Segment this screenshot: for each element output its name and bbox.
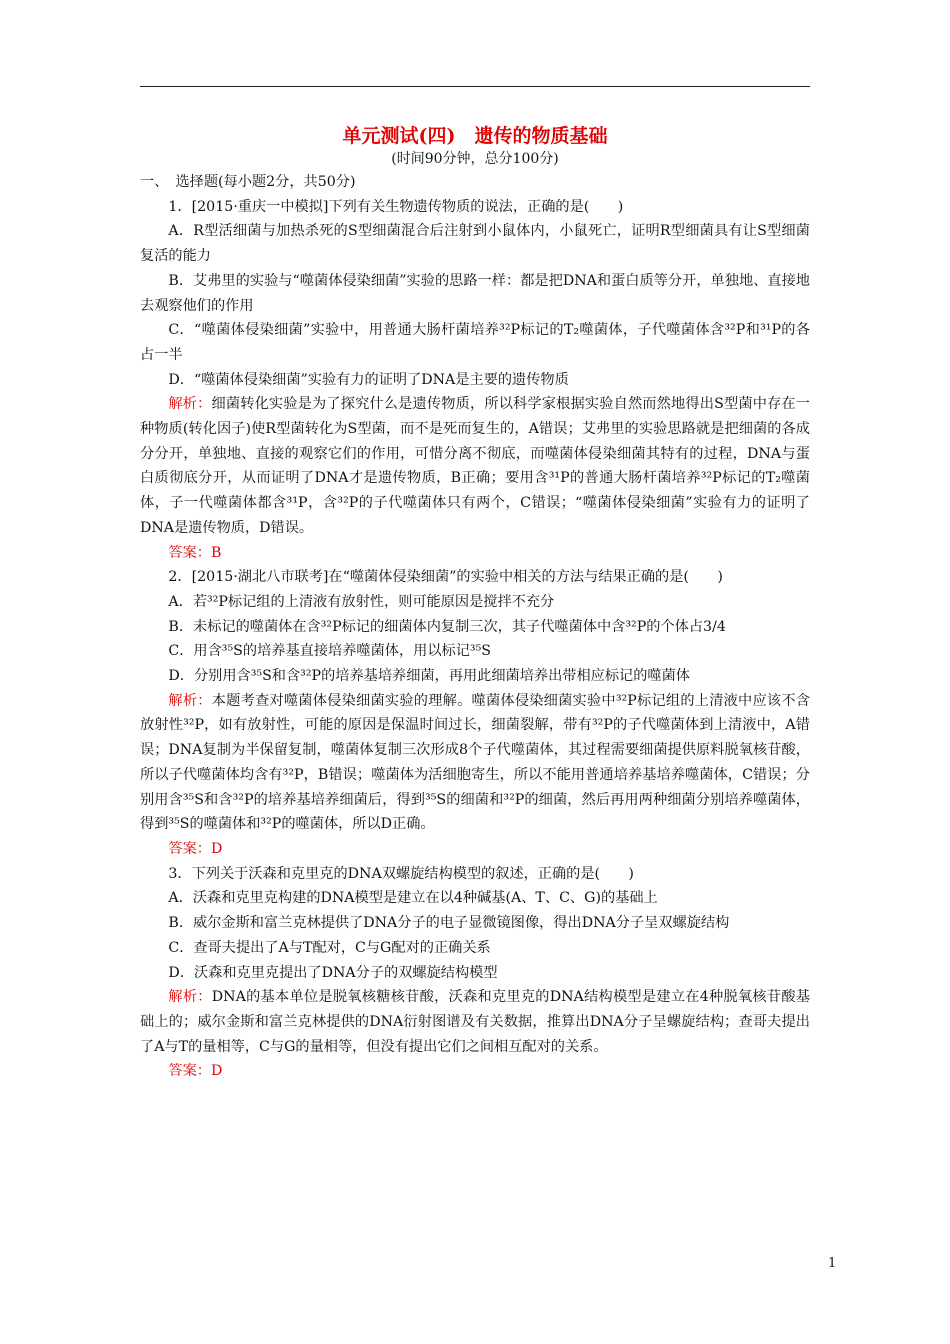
analysis-paragraph xyxy=(140,689,810,837)
question-option: A．若³²P标记组的上清液有放射性，则可能原因是搅拌不充分 xyxy=(168,593,555,610)
question-option: C．用含³⁵S的培养基直接培养噬菌体，用以标记³⁵S xyxy=(168,643,491,660)
question-option: B．威尔金斯和富兰克林提供了DNA分子的电子显微镜图像，得出DNA分子呈双螺旋结构 xyxy=(168,915,730,932)
question-2 xyxy=(140,565,810,861)
section-heading: 一、 选择题(每小题2分，共50分) xyxy=(140,174,356,190)
question-option: D．分别用含³⁵S和含³²P的培养基培养细菌，再用此细菌培养出带相应标记的噬菌体 xyxy=(168,668,690,685)
page-title: 单元测试(四) 遗传的物质基础 xyxy=(342,125,608,147)
analysis-paragraph xyxy=(140,392,810,540)
question-stem: 3．下列关于沃森和克里克的DNA双螺旋结构模型的叙述，正确的是( ) xyxy=(168,865,634,882)
analysis-label: 解析： xyxy=(168,692,212,709)
analysis-text: 细菌转化实验是为了探究什么是遗传物质，所以科学家根据实验自然而然地得出S型菌中存在一种物质(转化因子)使R型菌转化为S型菌，而不是死而复生的，A错误；艾弗里的实验思路就是把细菌的各成分分开，单独地、直接的观察它们的作用，可惜分离不彻底，而噬菌体侵染细菌其特有的过程，DNA与蛋白质彻底分开，从而证明了DNA才是遗传物质，B正确；要用含³¹P的普通大肠杆菌培养³²P标记的T₂噬菌体，子一代噬菌体都含³¹P，含³²P的子代噬菌体只有两个，C错误；“噬菌体侵染细菌”实验有力的证明了DNA是遗传物质，D错误。 xyxy=(140,396,810,536)
analysis-label: 解析： xyxy=(168,396,212,413)
header-rule xyxy=(140,86,810,87)
question-option: D．沃森和克里克提出了DNA分子的双螺旋结构模型 xyxy=(168,964,498,981)
page-subtitle: (时间90分钟，总分100分) xyxy=(391,151,559,167)
question-stem: 1．[2015·重庆一中模拟]下列有关生物遗传物质的说法，正确的是( ) xyxy=(168,198,624,215)
question-1 xyxy=(140,195,810,566)
answer: 答案：D xyxy=(168,840,223,857)
question-option: B．艾弗里的实验与“噬菌体侵染细菌”实验的思路一样：都是把DNA和蛋白质等分开，单独地、直接地去观察他们的作用 xyxy=(140,272,810,314)
question-3 xyxy=(140,862,810,1084)
question-option: D．“噬菌体侵染细菌”实验有力的证明了DNA是主要的遗传物质 xyxy=(168,371,569,388)
answer: 答案：D xyxy=(168,1063,223,1080)
question-option: C．“噬菌体侵染细菌”实验中，用普通大肠杆菌培养³²P标记的T₂噬菌体，子代噬菌体含³²P和³¹P的各占一半 xyxy=(140,322,810,363)
question-option: C．查哥夫提出了A与T配对，C与G配对的正确关系 xyxy=(168,939,491,956)
question-option: A．R型活细菌与加热杀死的S型细菌混合后注射到小鼠体内，小鼠死亡，证明R型细菌具有让S型细菌复活的能力 xyxy=(140,223,810,265)
analysis-label: 解析： xyxy=(168,989,212,1006)
question-option: B．未标记的噬菌体在含³²P标记的细菌体内复制三次，其子代噬菌体中含³²P的个体占3/4 xyxy=(168,618,726,635)
analysis-text: 本题考查对噬菌体侵染细菌实验的理解。噬菌体侵染细菌实验中³²P标记组的上清液中应该不含放射性³²P，如有放射性，可能的原因是保温时间过长，细菌裂解，带有³²P的子代噬菌体到上清液中，A错误；DNA复制为半保留复制，噬菌体复制三次形成8个子代噬菌体，其过程需要细菌提供原料脱氧核苷酸，所以子代噬菌体均含有³²P，B错误；噬菌体为活细胞寄生，所以不能用普通培养基培养噬菌体，C错误；分别用含³⁵S和含³²P的培养基培养细菌后，得到³⁵S的细菌和³²P的细菌，然后再用两种细菌分别培养噬菌体，得到³⁵S的噬菌体和³²P的噬菌体，所以D正确。 xyxy=(140,692,810,833)
analysis-paragraph xyxy=(140,985,810,1059)
question-option: A．沃森和克里克构建的DNA模型是建立在以4种碱基(A、T、C、G)的基础上 xyxy=(168,890,658,907)
analysis-text: DNA的基本单位是脱氧核糖核苷酸，沃森和克里克的DNA结构模型是建立在4种脱氧核苷酸基础上的；威尔金斯和富兰克林提供的DNA衍射图谱及有关数据，推算出DNA分子呈螺旋结构；查哥夫提出了A与T的量相等，C与G的量相等，但没有提出它们之间相互配对的关系。 xyxy=(140,989,810,1055)
page-number: 1 xyxy=(828,1256,837,1271)
question-stem: 2．[2015·湖北八市联考]在“噬菌体侵染细菌”的实验中相关的方法与结果正确的是( ) xyxy=(168,569,723,586)
answer: 答案：B xyxy=(168,544,222,561)
document-body xyxy=(140,122,810,1084)
